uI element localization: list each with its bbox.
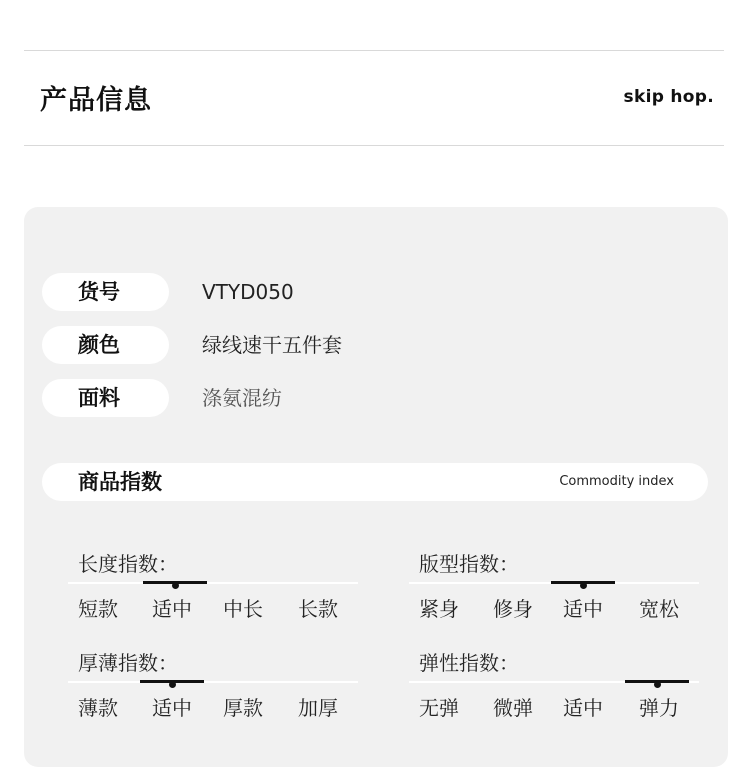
commodity-index-title: 商品指数 — [78, 470, 162, 494]
spec-value: 涤氨混纺 — [202, 386, 282, 410]
spec-value: VTYD050 — [202, 280, 294, 304]
metric-title: 长度指数： — [78, 552, 178, 576]
page-title: 产品信息 — [40, 85, 152, 116]
brand-logo: skip hop. — [623, 87, 714, 107]
metric-title: 弹性指数： — [419, 651, 519, 675]
metric-option: 厚款 — [223, 696, 263, 720]
spec-row-color — [42, 326, 702, 364]
spec-label: 面料 — [78, 386, 120, 410]
metric-option: 短款 — [78, 597, 118, 621]
metric-track — [68, 582, 358, 584]
metric-option: 修身 — [493, 597, 533, 621]
spec-label: 货号 — [78, 280, 120, 304]
spec-label-pill — [42, 273, 169, 311]
metric-option: 中长 — [223, 597, 263, 621]
spec-row-fabric — [42, 379, 702, 417]
metric-indicator — [625, 680, 689, 683]
metric-indicator — [143, 581, 207, 584]
spec-label: 颜色 — [78, 333, 120, 357]
metric-indicator — [551, 581, 615, 584]
metric-option: 适中 — [563, 597, 603, 621]
metric-title: 版型指数： — [419, 552, 519, 576]
metric-indicator — [140, 680, 204, 683]
spec-label-pill — [42, 326, 169, 364]
commodity-index-header — [42, 463, 708, 501]
spec-label-pill — [42, 379, 169, 417]
top-divider — [24, 50, 724, 51]
metric-option: 薄款 — [78, 696, 118, 720]
commodity-index-subtitle: Commodity index — [559, 474, 674, 489]
metric-option: 无弹 — [419, 696, 459, 720]
metric-track — [68, 681, 358, 683]
metric-thickness — [78, 647, 368, 727]
metric-option: 适中 — [152, 597, 192, 621]
metric-option: 长款 — [298, 597, 338, 621]
metric-option: 微弹 — [493, 696, 533, 720]
metric-option: 加厚 — [298, 696, 338, 720]
metric-title: 厚薄指数： — [78, 651, 178, 675]
metric-fit — [419, 548, 709, 628]
metric-option: 紧身 — [419, 597, 459, 621]
metric-length — [78, 548, 368, 628]
metric-option: 宽松 — [639, 597, 679, 621]
metric-elasticity — [419, 647, 709, 727]
header-divider — [24, 145, 724, 146]
spec-row-item-number — [42, 273, 702, 311]
metric-option: 适中 — [563, 696, 603, 720]
spec-value: 绿线速干五件套 — [202, 333, 342, 357]
metric-option: 适中 — [152, 696, 192, 720]
metric-option: 弹力 — [639, 696, 679, 720]
